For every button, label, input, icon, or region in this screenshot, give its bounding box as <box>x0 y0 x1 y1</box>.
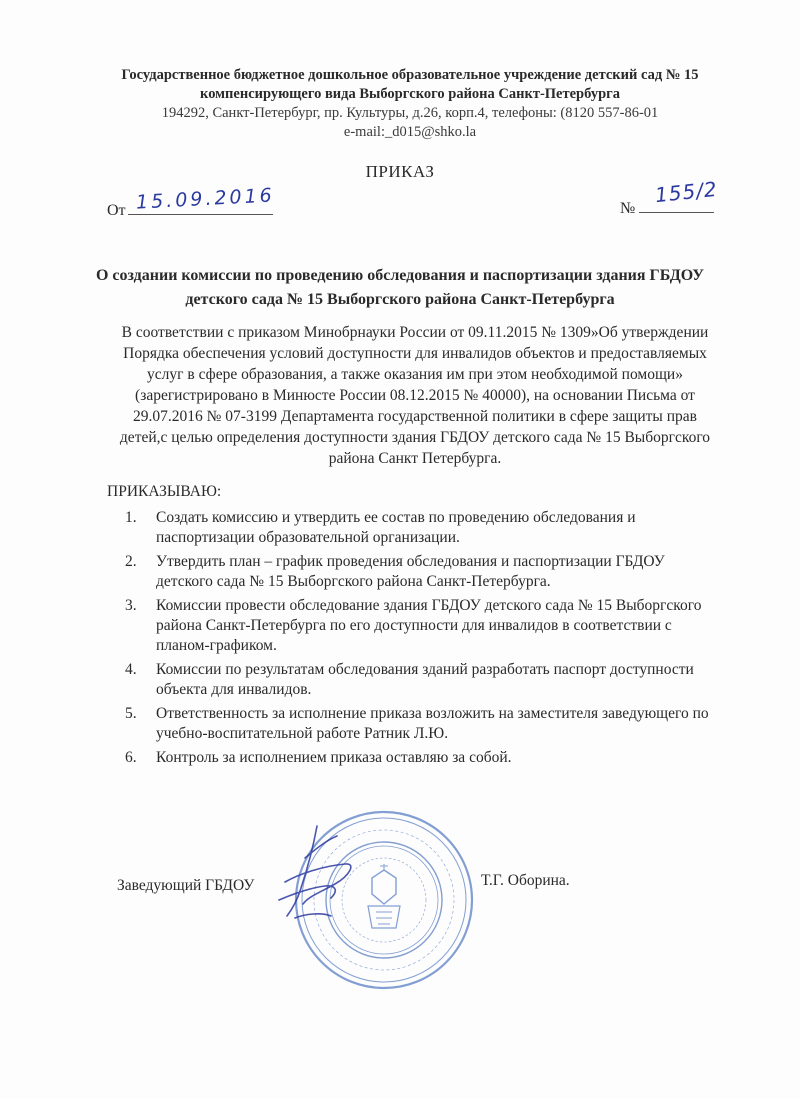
order-heading: ПРИКАЗЫВАЮ: <box>107 483 222 500</box>
preamble-line: В соответствии с приказом Минобрнауки России от 09.11.2015 № 1309»Об утверждении <box>121 324 709 341</box>
preamble-line: (зарегистрировано в Минюсте России 08.12.2015 № 40000), на основании Письма от <box>135 387 695 404</box>
organization-address: 194292, Санкт-Петербург, пр. Культуры, д.26, корп.4, телефоны: (8120 557-86-01 <box>161 105 659 121</box>
item-number: 1. <box>125 509 137 526</box>
date-prefix: От <box>107 202 126 219</box>
item-line: Комиссии провести обследование здания ГБДОУ детского сада № 15 Выборгского <box>156 597 702 614</box>
item-number: 3. <box>125 597 137 614</box>
order-items-list <box>125 508 735 772</box>
preamble-line: услуг в сфере образования, а также оказания им при этом необходимой помощи» <box>147 366 683 383</box>
item-number: 5. <box>125 705 137 722</box>
date-underline <box>128 184 275 215</box>
document-type-title: ПРИКАЗ <box>365 162 435 181</box>
preamble-line: Порядка обеспечения условий доступности для инвалидов объектов и предоставляемых <box>123 345 707 362</box>
order-date <box>107 184 275 220</box>
list-item <box>125 748 735 768</box>
subject-line-2: детского сада № 15 Выборгского района Санкт-Петербурга <box>185 291 615 308</box>
preamble-line: района Санкт Петербурга. <box>328 450 502 467</box>
item-line: объекта для инвалидов. <box>156 681 312 698</box>
item-line: планом-графиком. <box>156 637 277 654</box>
item-number: 2. <box>125 553 137 570</box>
item-number: 4. <box>125 661 137 678</box>
list-item <box>125 596 735 656</box>
item-line: детского сада № 15 Выборгского района Санкт-Петербурга. <box>156 573 551 590</box>
order-subject <box>85 264 715 312</box>
item-number: 6. <box>125 749 137 766</box>
item-line: Создать комиссию и утвердить ее состав по проведению обследования и <box>156 509 636 526</box>
item-line: Комиссии по результатам обследования зданий разработать паспорт доступности <box>156 661 694 678</box>
preamble <box>100 322 730 469</box>
list-item <box>125 508 735 548</box>
subject-line-1: О создании комиссии по проведению обследования и паспортизации здания ГБДОУ <box>95 267 704 284</box>
item-line: района Санкт-Петербурга по его доступности для инвалидов в соответствии с <box>156 617 672 634</box>
item-line: паспортизации образовательной организации. <box>156 529 460 546</box>
handwritten-signature <box>265 818 405 948</box>
letterhead <box>60 66 760 142</box>
item-line: учебно-воспитательной работе Ратник Л.Ю. <box>156 725 449 742</box>
preamble-line: 29.07.2016 № 07-3199 Департамента государственной политики в сфере защиты прав <box>133 408 697 425</box>
list-item <box>125 660 735 700</box>
item-line: Утвердить план – график проведения обследования и паспортизации ГБДОУ <box>156 553 665 570</box>
item-line: Ответственность за исполнение приказа возложить на заместителя заведующего по <box>156 705 709 722</box>
order-number <box>620 176 719 218</box>
number-prefix: № <box>620 200 636 217</box>
organization-email: e-mail:_d015@shko.la <box>343 124 477 140</box>
signatory-title: Заведующий ГБДОУ <box>117 877 255 894</box>
organization-name-line1: Государственное бюджетное дошкольное образовательное учреждение детский сад № 15 <box>121 67 699 83</box>
number-underline <box>639 176 719 213</box>
list-item <box>125 552 735 592</box>
list-item <box>125 704 735 744</box>
item-line: Контроль за исполнением приказа оставляю за собой. <box>156 749 512 766</box>
organization-name-line2: компенсирующего вида Выборгского района Санкт-Петербурга <box>200 86 620 102</box>
preamble-line: детей,с целью определения доступности здания ГБДОУ детского сада № 15 Выборгского <box>119 429 711 446</box>
handwritten-date: 15.09.2016 <box>135 184 275 214</box>
signatory-name: Т.Г. Оборина. <box>481 872 570 889</box>
handwritten-number: 155/2 <box>654 176 719 208</box>
